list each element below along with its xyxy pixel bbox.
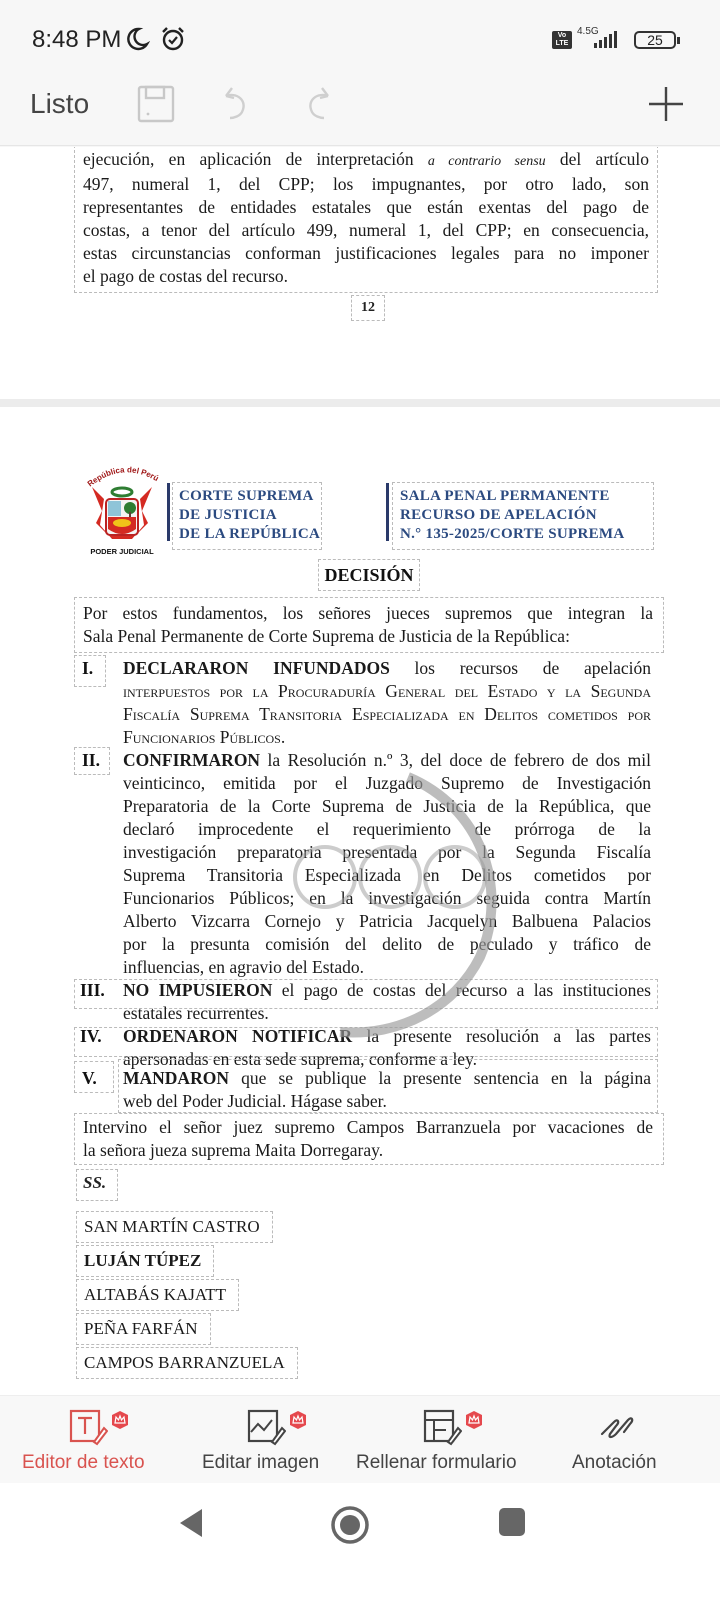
case-line: N.° 135-2025/CORTE SUPREMA xyxy=(400,526,625,542)
text-line: estas circunstancias conforman justificaciones legales para no imponer xyxy=(83,243,649,263)
item-lead: MANDARON xyxy=(123,1068,229,1088)
bottom-toolbar xyxy=(0,1395,720,1483)
decision-item-1[interactable] xyxy=(123,657,651,749)
text-line: Por estos fundamentos, los señores jueces supremos que integran la xyxy=(83,603,653,623)
text-line: 497, numeral 1, del CPP; los impugnantes, por otro lado, son xyxy=(83,174,649,194)
page-number: 12 xyxy=(351,295,385,321)
prev-page-text-block[interactable] xyxy=(74,147,658,293)
text-line: web del Poder Judicial. Hágase saber. xyxy=(123,1091,387,1111)
text-line: del artículo xyxy=(545,149,649,169)
text-line: Suprema Transitoria Especializada en Delitos cometidos por xyxy=(123,865,651,885)
italic-phrase: a contrario sensu xyxy=(427,154,546,169)
tool-label: Editar imagen xyxy=(202,1452,320,1473)
text-line: que se publique la presente sentencia en la página xyxy=(228,1068,651,1088)
tool-annotation[interactable] xyxy=(556,1396,706,1484)
premium-crown-icon xyxy=(110,1410,130,1430)
text-line: la presente resolución a las partes xyxy=(352,1026,651,1046)
closing-paragraph xyxy=(83,1116,653,1162)
ss-label: SS. xyxy=(83,1173,107,1192)
text-line: por la presunta comisión del delito de peculado y tráfico de xyxy=(123,934,651,954)
fill-form-icon xyxy=(422,1408,462,1446)
text-line: interpuestos por la Procuraduría General del Estado y la Segunda xyxy=(123,681,651,701)
text-line: Intervino el señor juez supremo Campos Barranzuela por vacaciones de xyxy=(83,1117,653,1137)
text-line: el pago de costas del recurso. xyxy=(83,266,289,286)
crest-caption: PODER JUDICIAL xyxy=(90,547,154,556)
item-lead: CONFIRMARON xyxy=(123,750,261,770)
home-icon[interactable] xyxy=(330,1505,370,1545)
system-nav-bar xyxy=(0,1483,720,1600)
item-numeral: II. xyxy=(82,750,100,770)
text-line: Alberto Vizcarra Cornejo y Patricia Jacquelyn Balbuena Palacios xyxy=(123,911,651,931)
case-info-block[interactable] xyxy=(392,482,654,550)
intro-paragraph xyxy=(83,602,653,648)
intro-text-block[interactable] xyxy=(74,597,664,653)
text-line: representantes de entidades estatales que están exentas del pago de xyxy=(83,197,649,217)
text-line: Funcionarios Públicos. xyxy=(123,727,286,747)
decision-item-5[interactable] xyxy=(123,1067,651,1113)
header-rule xyxy=(167,483,170,541)
redo-icon[interactable] xyxy=(298,84,338,124)
editor-toolbar xyxy=(0,80,720,146)
network-type: 4.5G xyxy=(577,26,599,37)
text-line: Preparatoria de la Corte Suprema de Justicia de la República, que xyxy=(123,796,651,816)
poder-judicial-crest-logo xyxy=(82,465,162,557)
decision-item-2[interactable] xyxy=(123,749,651,979)
judge-name[interactable]: LUJÁN TÚPEZ xyxy=(76,1245,214,1277)
section-title: DECISIÓN xyxy=(318,559,420,591)
text-line: estatales recurrentes. xyxy=(123,1003,269,1023)
text-line: investigación preparatoria presentada por la Segunda Fiscalía xyxy=(123,842,651,862)
text-line: Fiscalía Suprema Transitoria Especializada en Delitos cometidos por xyxy=(123,704,651,724)
page-separator xyxy=(0,399,720,407)
tool-label: Rellenar formulario xyxy=(356,1452,517,1473)
tool-label: Anotación xyxy=(572,1452,657,1473)
add-icon[interactable] xyxy=(646,84,686,124)
battery-icon: 25 xyxy=(634,31,676,49)
back-icon[interactable] xyxy=(176,1505,206,1541)
undo-icon[interactable] xyxy=(216,84,256,124)
case-line: SALA PENAL PERMANENTE xyxy=(400,488,610,504)
item-numeral: I. xyxy=(82,658,94,678)
court-line: DE JUSTICIA xyxy=(179,507,277,523)
judge-name[interactable]: PEÑA FARFÁN xyxy=(76,1313,211,1345)
court-line: DE LA REPÚBLICA xyxy=(179,526,321,542)
annotation-icon xyxy=(598,1408,638,1446)
tool-label: Editor de texto xyxy=(22,1452,145,1473)
court-name-block[interactable] xyxy=(172,482,322,550)
ss-box[interactable] xyxy=(76,1169,118,1201)
volte-icon: Vo LTE xyxy=(552,31,572,49)
item-lead: NO IMPUSIERON xyxy=(123,980,273,1000)
text-line: influencias, en agravio del Estado. xyxy=(123,957,365,977)
alarm-icon xyxy=(160,26,186,52)
item-lead: DECLARARON INFUNDADOS xyxy=(123,658,390,678)
judge-name[interactable]: SAN MARTÍN CASTRO xyxy=(76,1211,273,1243)
text-line: la señora jueza suprema Maita Dorregaray. xyxy=(83,1140,384,1160)
item-numeral: V. xyxy=(82,1068,97,1088)
prev-page-paragraph xyxy=(83,148,649,288)
item-lead: ORDENARON NOTIFICAR xyxy=(123,1026,353,1046)
text-line: declaró improcedente el requerimiento de prórroga de la xyxy=(123,819,651,839)
tool-edit-image[interactable] xyxy=(190,1396,340,1484)
header-rule xyxy=(386,483,389,541)
text-line: los recursos de apelación xyxy=(389,658,651,678)
signal-icon xyxy=(588,31,628,49)
status-bar xyxy=(0,0,720,80)
item-numeral: III. xyxy=(80,980,105,1000)
tool-fill-form[interactable] xyxy=(352,1396,542,1484)
judge-name[interactable]: CAMPOS BARRANZUELA xyxy=(76,1347,298,1379)
premium-crown-icon xyxy=(464,1410,484,1430)
save-icon[interactable] xyxy=(136,84,176,124)
court-line: CORTE SUPREMA xyxy=(179,488,314,504)
text-line: apersonadas en esta sede suprema, conforme a ley. xyxy=(123,1049,478,1069)
text-line: ejecución, en aplicación de interpretación xyxy=(83,149,428,169)
pdf-document-view[interactable] xyxy=(0,147,720,1395)
text-line: Funcionarios Públicos; en la investigación seguida contra Martín xyxy=(123,888,651,908)
text-line: veinticinco, emitida por el Juzgado Supremo de Investigación xyxy=(123,773,651,793)
closing-text-block[interactable] xyxy=(74,1113,664,1165)
text-editor-icon xyxy=(68,1408,108,1446)
judge-name[interactable]: ALTABÁS KAJATT xyxy=(76,1279,239,1311)
done-button[interactable]: Listo xyxy=(30,88,90,119)
text-line: la Resolución n.º 3, del doce de febrero de dos mil xyxy=(260,750,651,770)
premium-crown-icon xyxy=(288,1410,308,1430)
text-line: costas, a tenor del artículo 499, numeral 1, del CPP; en consecuencia, xyxy=(83,220,649,240)
tool-text-editor[interactable] xyxy=(0,1396,176,1484)
text-line: el pago de costas del recurso a las instituciones xyxy=(272,980,651,1000)
status-time: 8:48 PM xyxy=(32,26,122,53)
decision-item-3[interactable] xyxy=(123,979,651,1025)
moon-icon xyxy=(124,26,150,52)
edit-image-icon xyxy=(246,1408,286,1446)
item-numeral: IV. xyxy=(80,1026,102,1046)
svg-text:República del Perú: República del Perú xyxy=(85,465,161,489)
text-line: Sala Penal Permanente de Corte Suprema de Justicia de la República: xyxy=(83,626,570,646)
case-line: RECURSO DE APELACIÓN xyxy=(400,507,597,523)
recents-icon[interactable] xyxy=(496,1505,528,1539)
